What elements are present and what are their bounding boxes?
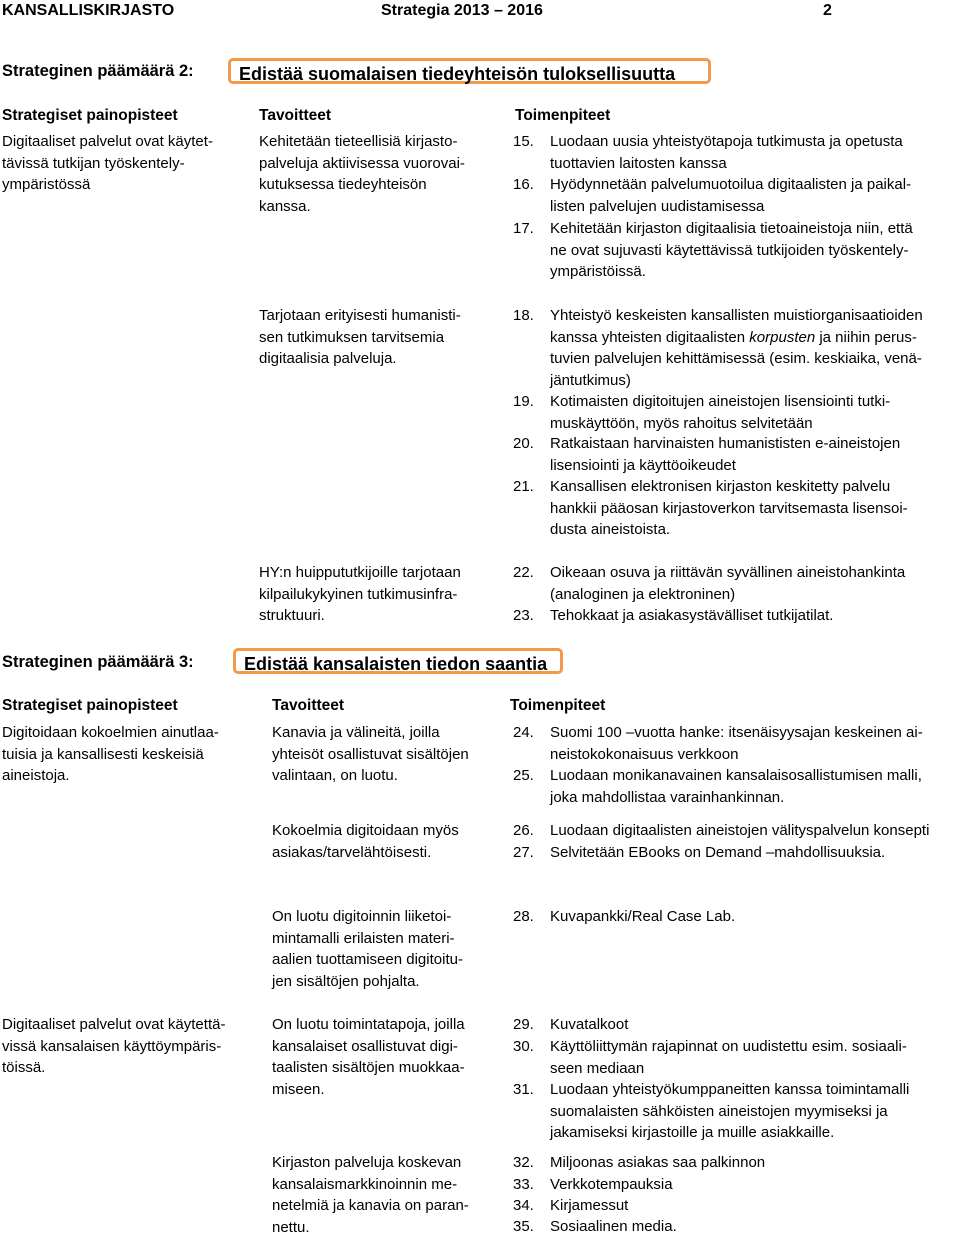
measure-number: 20. [513,433,534,455]
measure-item [513,722,960,765]
text-line: Käyttöliittymän rajapinnat on uudistettu esim. sosiaali- [550,1036,907,1058]
text-line: tuottavien laitosten kanssa [550,153,903,175]
text-line: yhteisöt osallistuvat sisältöjen [272,744,469,766]
text-line: suomalaisten sähköisten aineistojen myymiseksi ja [550,1101,909,1123]
measure-number: 34. [513,1195,534,1217]
text-line: hankkii pääosan kirjastoverkon tarvitsemasta lisensoi- [550,498,908,520]
text-line: On luotu toimintatapoja, joilla [272,1014,465,1036]
col-header-focus: Strategiset painopisteet [2,105,178,127]
measure-number: 22. [513,562,534,584]
text-line: Digitaaliset palvelut ovat käytet- [2,131,213,153]
text-line: Hyödynnetään palvelumuotoilua digitaalisten ja paikal- [550,174,911,196]
text-line: jakamiseksi kirjastoille ja muille asiakkaille. [550,1122,909,1144]
text-line: muskäyttöön, myös rahoitus selvitetään [550,413,890,435]
page-number: 2 [823,0,832,22]
text-fragment: ja niihin perus- [815,329,917,346]
text-line: seen mediaan [550,1058,907,1080]
text-line: valintaan, on luotu. [272,765,469,787]
goal-3-objective-5 [272,1152,469,1238]
measure-number: 27. [513,842,534,864]
goal-2-focus-1 [2,131,213,196]
measure-number: 33. [513,1174,534,1196]
text-line: On luotu digitoinnin liiketoi- [272,906,463,928]
text-line: Tarjotaan erityisesti humanisti- [259,305,461,327]
text-line: Kuvapankki/Real Case Lab. [550,906,735,928]
measure-item [513,562,958,605]
document-header-title: Strategia 2013 – 2016 [381,0,543,22]
measure-item [513,476,958,541]
text-line: Selvitetään EBooks on Demand –mahdollisuuksia. [550,842,885,864]
measure-item [513,1014,960,1036]
text-line: Kanavia ja välineitä, joilla [272,722,469,744]
measure-number: 23. [513,605,534,627]
measure-item [513,433,958,476]
text-line: sen tutkimuksen tarvitsemia [259,327,461,349]
measure-item [513,1079,960,1144]
measure-number: 15. [513,131,534,153]
text-line: neistokokonaisuus verkkoon [550,744,923,766]
text-line: ympäristöissä. [550,261,913,283]
text-line: Kansallisen elektronisen kirjaston keskitetty palvelu [550,476,908,498]
text-line: struktuuri. [259,605,461,627]
goal-3-label: Strateginen päämäärä 3: [2,652,194,674]
text-line: Kehitetään tieteellisiä kirjasto- [259,131,465,153]
text-line: töissä. [2,1057,225,1079]
measure-item [513,1036,960,1079]
text-line: joka mahdollistaa varainhankinnan. [550,787,922,809]
text-line: netelmiä ja kanavia on paran- [272,1195,469,1217]
text-line: kanssa. [259,196,465,218]
measure-item [513,1195,960,1217]
measure-number: 19. [513,391,534,413]
text-line: taalisten sisältöjen muokkaa- [272,1057,465,1079]
col-header-measures: Toimenpiteet [515,105,610,127]
text-line: Luodaan uusia yhteistyötapoja tutkimusta ja opetusta [550,131,903,153]
measure-number: 35. [513,1216,534,1238]
measure-number: 18. [513,305,534,327]
text-line: nettu. [272,1217,469,1238]
measure-number: 16. [513,174,534,196]
text-line: asiakas/tarvelähtöisesti. [272,842,459,864]
text-line: Digitaaliset palvelut ovat käytettä- [2,1014,225,1036]
text-line: ympäristössä [2,174,213,196]
goal-3-objective-3 [272,906,463,992]
text-line: Luodaan yhteistyökumppaneitten kanssa toimintamalli [550,1079,909,1101]
text-line: Kokoelmia digitoidaan myös [272,820,459,842]
text-line: Digitoidaan kokoelmien ainutlaa- [2,722,219,744]
text-line: Luodaan digitaalisten aineistojen välityspalvelun konsepti [550,820,929,842]
measure-item [513,174,958,217]
text-line: Kotimaisten digitoitujen aineistojen lisensiointi tutki- [550,391,890,413]
measure-number: 32. [513,1152,534,1174]
measure-item [513,305,958,391]
text-fragment: kanssa yhteisten digitaalisten [550,329,749,346]
text-line: Kirjaston palveluja koskevan [272,1152,469,1174]
text-line [550,327,923,349]
goal-3-objective-2 [272,820,459,863]
text-line: aalien tuottamiseen digitoitu- [272,949,463,971]
text-line: miseen. [272,1079,465,1101]
col-header-focus: Strategiset painopisteet [2,695,178,717]
measure-item [513,391,958,434]
measure-number: 31. [513,1079,534,1101]
text-line: mintamalli erilaisten materi- [272,928,463,950]
text-line: tävissä tutkijan työskentely- [2,153,213,175]
text-line: Tehokkaat ja asiakasystävälliset tutkijatilat. [550,605,833,627]
text-line: vissä kansalaisen käyttöympäris- [2,1036,225,1058]
text-line: Suomi 100 –vuotta hanke: itsenäisyysajan keskeinen ai- [550,722,923,744]
italic-term: korpusten [749,329,815,346]
goal-2-title: Edistää suomalaisen tiedeyhteisön tuloksellisuutta [239,64,675,84]
measure-item [513,1216,960,1234]
goal-3-objective-1 [272,722,469,787]
goal-2-objective-1 [259,131,465,217]
text-line: Verkkotempauksia [550,1174,673,1196]
measure-item [513,131,958,174]
text-line: Miljoonas asiakas saa palkinnon [550,1152,765,1174]
col-header-objectives: Tavoitteet [259,105,331,127]
goal-3-focus-2 [2,1014,225,1079]
goal-2-label: Strateginen päämäärä 2: [2,61,194,83]
measure-item [513,765,960,808]
text-line: digitaalisia palveluja. [259,348,461,370]
text-line: palveluja aktiivisessa vuorovai- [259,153,465,175]
text-line: aineistoja. [2,765,219,787]
text-line: HY:n huippututkijoille tarjotaan [259,562,461,584]
measure-number: 24. [513,722,534,744]
goal-2-objective-2 [259,305,461,370]
measure-number: 25. [513,765,534,787]
measure-number: 30. [513,1036,534,1058]
text-line: kutuksessa tiedeyhteisön [259,174,465,196]
measure-number: 17. [513,218,534,240]
text-line: Oikeaan osuva ja riittävän syvällinen aineistohankinta [550,562,905,584]
col-header-objectives: Tavoitteet [272,695,344,717]
measure-item [513,820,960,842]
text-line: dusta aineistoista. [550,519,908,541]
goal-3-focus-1 [2,722,219,787]
goal-2-title-box [228,58,711,84]
text-line: Kirjamessut [550,1195,628,1217]
measure-number: 26. [513,820,534,842]
text-line: Kuvatalkoot [550,1014,628,1036]
measure-item [513,842,960,864]
document-header-org: KANSALLISKIRJASTO [2,0,174,22]
text-line: listen palvelujen uudistamisessa [550,196,911,218]
goal-2-objective-3 [259,562,461,627]
text-line: Yhteistyö keskeisten kansallisten muistiorganisaatioiden [550,305,923,327]
text-line: tuisia ja kansallisesti keskeisiä [2,744,219,766]
goal-3-title: Edistää kansalaisten tiedon saantia [244,654,547,674]
text-line: lisensiointi ja käyttöoikeudet [550,455,900,477]
measure-number: 28. [513,906,534,928]
text-line: Sosiaalinen media. [550,1216,677,1238]
text-line: kansalaiset osallistuvat digi- [272,1036,465,1058]
text-line: kansalaismarkkinoinnin me- [272,1174,469,1196]
text-line: Luodaan monikanavainen kansalaisosallistumisen malli, [550,765,922,787]
measure-item [513,1152,960,1174]
text-line: jäntutkimus) [550,370,923,392]
measure-item [513,906,960,928]
measure-number: 29. [513,1014,534,1036]
col-header-measures: Toimenpiteet [510,695,605,717]
goal-3-objective-4 [272,1014,465,1100]
text-line: ne ovat sujuvasti käytettävissä tutkijoiden työskentely- [550,240,913,262]
text-line: (analoginen ja elektroninen) [550,584,905,606]
text-line: jen sisältöjen pohjalta. [272,971,463,993]
goal-3-title-box [233,648,563,674]
measure-item [513,605,958,627]
measure-item [513,1174,960,1196]
text-line: Ratkaistaan harvinaisten humanististen e-aineistojen [550,433,900,455]
text-line: kilpailukykyinen tutkimusinfra- [259,584,461,606]
measure-item [513,218,958,283]
measure-number: 21. [513,476,534,498]
text-line: tuvien palvelujen kehittämisessä (esim. keskiaika, venä- [550,348,923,370]
text-line: Kehitetään kirjaston digitaalisia tietoaineistoja niin, että [550,218,913,240]
